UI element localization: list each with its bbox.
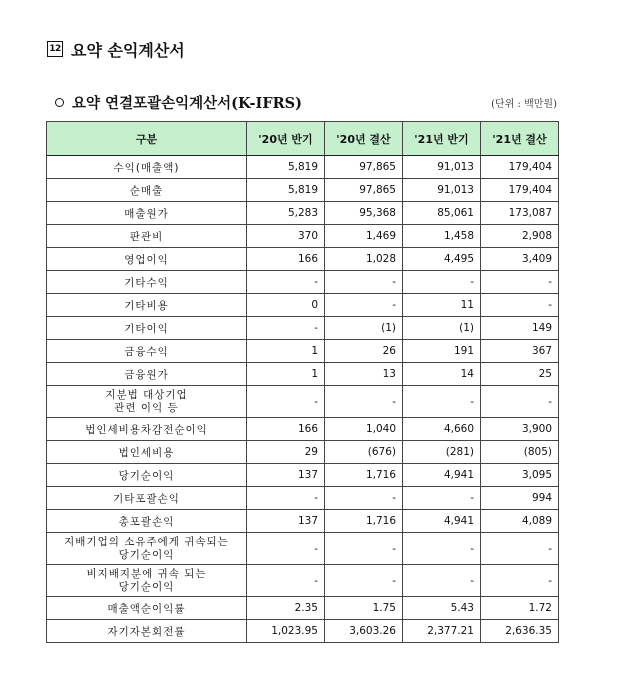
row-label: 기타포괄손익 [47, 487, 247, 510]
table-row [47, 179, 559, 202]
row-value: 91,013 [403, 156, 481, 179]
row-value: 1,716 [325, 510, 403, 533]
row-value: 11 [403, 294, 481, 317]
row-label: 기타이익 [47, 317, 247, 340]
table-row [47, 487, 559, 510]
row-label [47, 565, 247, 597]
row-value: - [403, 386, 481, 418]
row-value: 166 [247, 418, 325, 441]
row-label-line: 지배기업의 소유주에게 귀속되는 [64, 535, 229, 548]
row-value: 1,023.95 [247, 620, 325, 643]
table-row [47, 202, 559, 225]
table-row [47, 248, 559, 271]
row-value: 4,941 [403, 464, 481, 487]
row-value: 14 [403, 363, 481, 386]
row-value: 4,660 [403, 418, 481, 441]
row-value: 994 [481, 487, 559, 510]
row-value: - [325, 271, 403, 294]
row-value: 1,716 [325, 464, 403, 487]
row-value: 2,377.21 [403, 620, 481, 643]
header-category: 구분 [47, 122, 247, 156]
row-label: 총포괄손익 [47, 510, 247, 533]
table-row [47, 271, 559, 294]
row-value: (1) [325, 317, 403, 340]
row-value: - [481, 294, 559, 317]
row-label-line: 당기순이익 [118, 580, 175, 593]
row-label: 금융수익 [47, 340, 247, 363]
circle-bullet-icon [55, 98, 64, 107]
unit-label: (단위 : 백만원) [491, 99, 557, 110]
row-value: 2,908 [481, 225, 559, 248]
row-value: 25 [481, 363, 559, 386]
table-row [47, 597, 559, 620]
section-title-text: 요약 손익계산서 [71, 40, 185, 60]
row-value: 85,061 [403, 202, 481, 225]
row-label: 매출액순이익률 [47, 597, 247, 620]
row-label: 매출원가 [47, 202, 247, 225]
row-label-line: 지분법 대상기업 [105, 388, 188, 401]
row-value: (805) [481, 441, 559, 464]
row-value: 1.72 [481, 597, 559, 620]
row-value: 173,087 [481, 202, 559, 225]
row-value: 137 [247, 464, 325, 487]
row-value: - [403, 487, 481, 510]
row-label: 수익(매출액) [47, 156, 247, 179]
row-value: - [247, 271, 325, 294]
row-value: 4,089 [481, 510, 559, 533]
row-label-line: 관련 이익 등 [114, 401, 179, 414]
row-value: 2,636.35 [481, 620, 559, 643]
row-value: - [481, 533, 559, 565]
table-row [47, 565, 559, 597]
row-label [47, 386, 247, 418]
row-value: - [247, 317, 325, 340]
row-label: 당기순이익 [47, 464, 247, 487]
row-label: 법인세비용 [47, 441, 247, 464]
row-value: - [325, 487, 403, 510]
row-label: 기타비용 [47, 294, 247, 317]
row-label: 기타수익 [47, 271, 247, 294]
row-value: 4,495 [403, 248, 481, 271]
row-value: (676) [325, 441, 403, 464]
row-value: - [325, 294, 403, 317]
subsection-title [55, 92, 302, 112]
row-label-line: 당기순이익 [118, 548, 175, 561]
table-header-row [47, 122, 559, 156]
table-row [47, 386, 559, 418]
table-row [47, 441, 559, 464]
row-value: 1,458 [403, 225, 481, 248]
row-label: 영업이익 [47, 248, 247, 271]
row-label: 판관비 [47, 225, 247, 248]
table-row [47, 294, 559, 317]
row-value: - [325, 565, 403, 597]
row-value: 1 [247, 340, 325, 363]
header-20-annual: '20년 결산 [325, 122, 403, 156]
row-value: - [247, 386, 325, 418]
row-value: 91,013 [403, 179, 481, 202]
row-value: 5,283 [247, 202, 325, 225]
table-row [47, 620, 559, 643]
row-value: 5,819 [247, 156, 325, 179]
row-value: - [247, 533, 325, 565]
row-label: 법인세비용차감전순이익 [47, 418, 247, 441]
row-value: 179,404 [481, 179, 559, 202]
table-row [47, 317, 559, 340]
row-value: 97,865 [325, 179, 403, 202]
section-number-badge: 12 [47, 41, 63, 57]
header-20-half: '20년 반기 [247, 122, 325, 156]
row-value: 5,819 [247, 179, 325, 202]
row-value: 1,028 [325, 248, 403, 271]
row-value: 26 [325, 340, 403, 363]
row-value: 13 [325, 363, 403, 386]
row-value: 2.35 [247, 597, 325, 620]
row-value: 166 [247, 248, 325, 271]
row-value: 4,941 [403, 510, 481, 533]
row-value: 5.43 [403, 597, 481, 620]
row-value: 367 [481, 340, 559, 363]
row-value: 149 [481, 317, 559, 340]
table-row [47, 464, 559, 487]
row-value: (281) [403, 441, 481, 464]
row-value: 1.75 [325, 597, 403, 620]
table-row [47, 510, 559, 533]
row-value: 3,095 [481, 464, 559, 487]
row-value: (1) [403, 317, 481, 340]
row-label: 금융원가 [47, 363, 247, 386]
row-value: - [481, 271, 559, 294]
header-21-half: '21년 반기 [403, 122, 481, 156]
row-value: - [247, 565, 325, 597]
row-value: - [481, 565, 559, 597]
row-value: 370 [247, 225, 325, 248]
table-row [47, 156, 559, 179]
row-value: - [247, 487, 325, 510]
row-value: 1,469 [325, 225, 403, 248]
row-label: 자기자본회전률 [47, 620, 247, 643]
row-value: 3,900 [481, 418, 559, 441]
row-label-line: 비지배지분에 귀속 되는 [86, 567, 207, 580]
row-value: - [403, 533, 481, 565]
row-value: 0 [247, 294, 325, 317]
row-value: - [403, 271, 481, 294]
income-statement-table [46, 121, 559, 643]
row-value: - [481, 386, 559, 418]
row-value: 95,368 [325, 202, 403, 225]
row-value: 29 [247, 441, 325, 464]
row-label: 순매출 [47, 179, 247, 202]
table-row [47, 225, 559, 248]
row-value: 191 [403, 340, 481, 363]
row-value: - [325, 386, 403, 418]
table-row [47, 418, 559, 441]
subsection-title-text: 요약 연결포괄손익계산서(K-IFRS) [72, 94, 303, 112]
row-value: 3,409 [481, 248, 559, 271]
row-value: - [325, 533, 403, 565]
row-value: - [403, 565, 481, 597]
row-label [47, 533, 247, 565]
row-value: 3,603.26 [325, 620, 403, 643]
section-title [47, 38, 185, 60]
row-value: 179,404 [481, 156, 559, 179]
table-row [47, 533, 559, 565]
header-21-annual: '21년 결산 [481, 122, 559, 156]
table-row [47, 363, 559, 386]
table-row [47, 340, 559, 363]
row-value: 137 [247, 510, 325, 533]
row-value: 97,865 [325, 156, 403, 179]
row-value: 1 [247, 363, 325, 386]
row-value: 1,040 [325, 418, 403, 441]
